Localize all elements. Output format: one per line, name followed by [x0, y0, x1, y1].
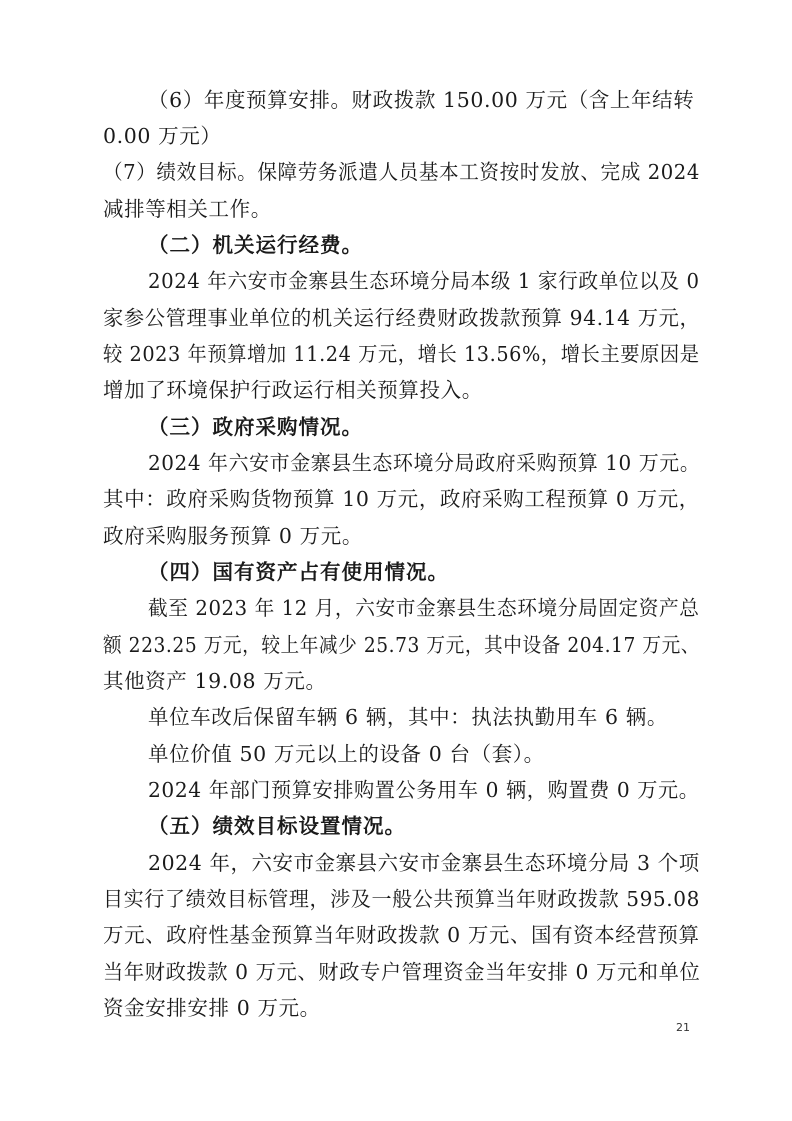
text-line: 家参公管理事业单位的机关运行经费财政拨款预算 94.14 万元，	[103, 306, 701, 330]
text-line: 额 223.25 万元，较上年减少 25.73 万元，其中设备 204.17 万元、	[103, 633, 700, 657]
text-line: 单位价值 50 万元以上的设备 0 台（套）。	[148, 742, 545, 766]
text-line: （6）年度预算安排。财政拨款 150.00 万元（含上年结转	[148, 88, 695, 112]
section-heading: （二）机关运行经费。	[148, 233, 363, 257]
text-line: 当年财政拨款 0 万元、财政专户管理资金当年安排 0 万元和单位	[103, 960, 701, 984]
section-heading: （三）政府采购情况。	[148, 415, 363, 439]
text-line: 2024 年六安市金寨县生态环境分局政府采购预算 10 万元。	[148, 451, 701, 475]
text-line: 政府采购服务预算 0 万元。	[103, 524, 363, 548]
text-line: 增加了环境保护行政运行相关预算投入。	[103, 378, 483, 402]
text-line: 其中：政府采购货物预算 10 万元，政府采购工程预算 0 万元，	[103, 487, 700, 511]
section-heading: （五）绩效目标设置情况。	[148, 814, 406, 838]
text-line: 减排等相关工作。	[103, 197, 272, 221]
text-line: 0.00 万元）	[103, 124, 222, 148]
text-line: 2024 年部门预算安排购置公务用车 0 辆，购置费 0 万元。	[148, 778, 700, 802]
text-line: 目实行了绩效目标管理，涉及一般公共预算当年财政拨款 595.08	[103, 887, 700, 911]
text-line: 资金安排安排 0 万元。	[103, 996, 321, 1020]
text-line: 单位车改后保留车辆 6 辆，其中：执法执勤用车 6 辆。	[148, 705, 668, 729]
text-line: 较 2023 年预算增加 11.24 万元，增长 13.56%，增长主要原因是	[103, 342, 700, 366]
text-line: 万元、政府性基金预算当年财政拨款 0 万元、国有资本经营预算	[103, 923, 700, 947]
text-line: 2024 年六安市金寨县生态环境分局本级 1 家行政单位以及 0	[148, 269, 700, 293]
text-line: （7）绩效目标。保障劳务派遣人员基本工资按时发放、完成 2024	[103, 160, 700, 184]
section-heading: （四）国有资产占有使用情况。	[148, 560, 449, 584]
text-line: 其他资产 19.08 万元。	[103, 669, 327, 693]
text-line: 2024 年，六安市金寨县六安市金寨县生态环境分局 3 个项	[148, 851, 700, 875]
page-number: 21	[676, 1021, 690, 1034]
text-line: 截至 2023 年 12 月，六安市金寨县生态环境分局固定资产总	[148, 596, 700, 620]
